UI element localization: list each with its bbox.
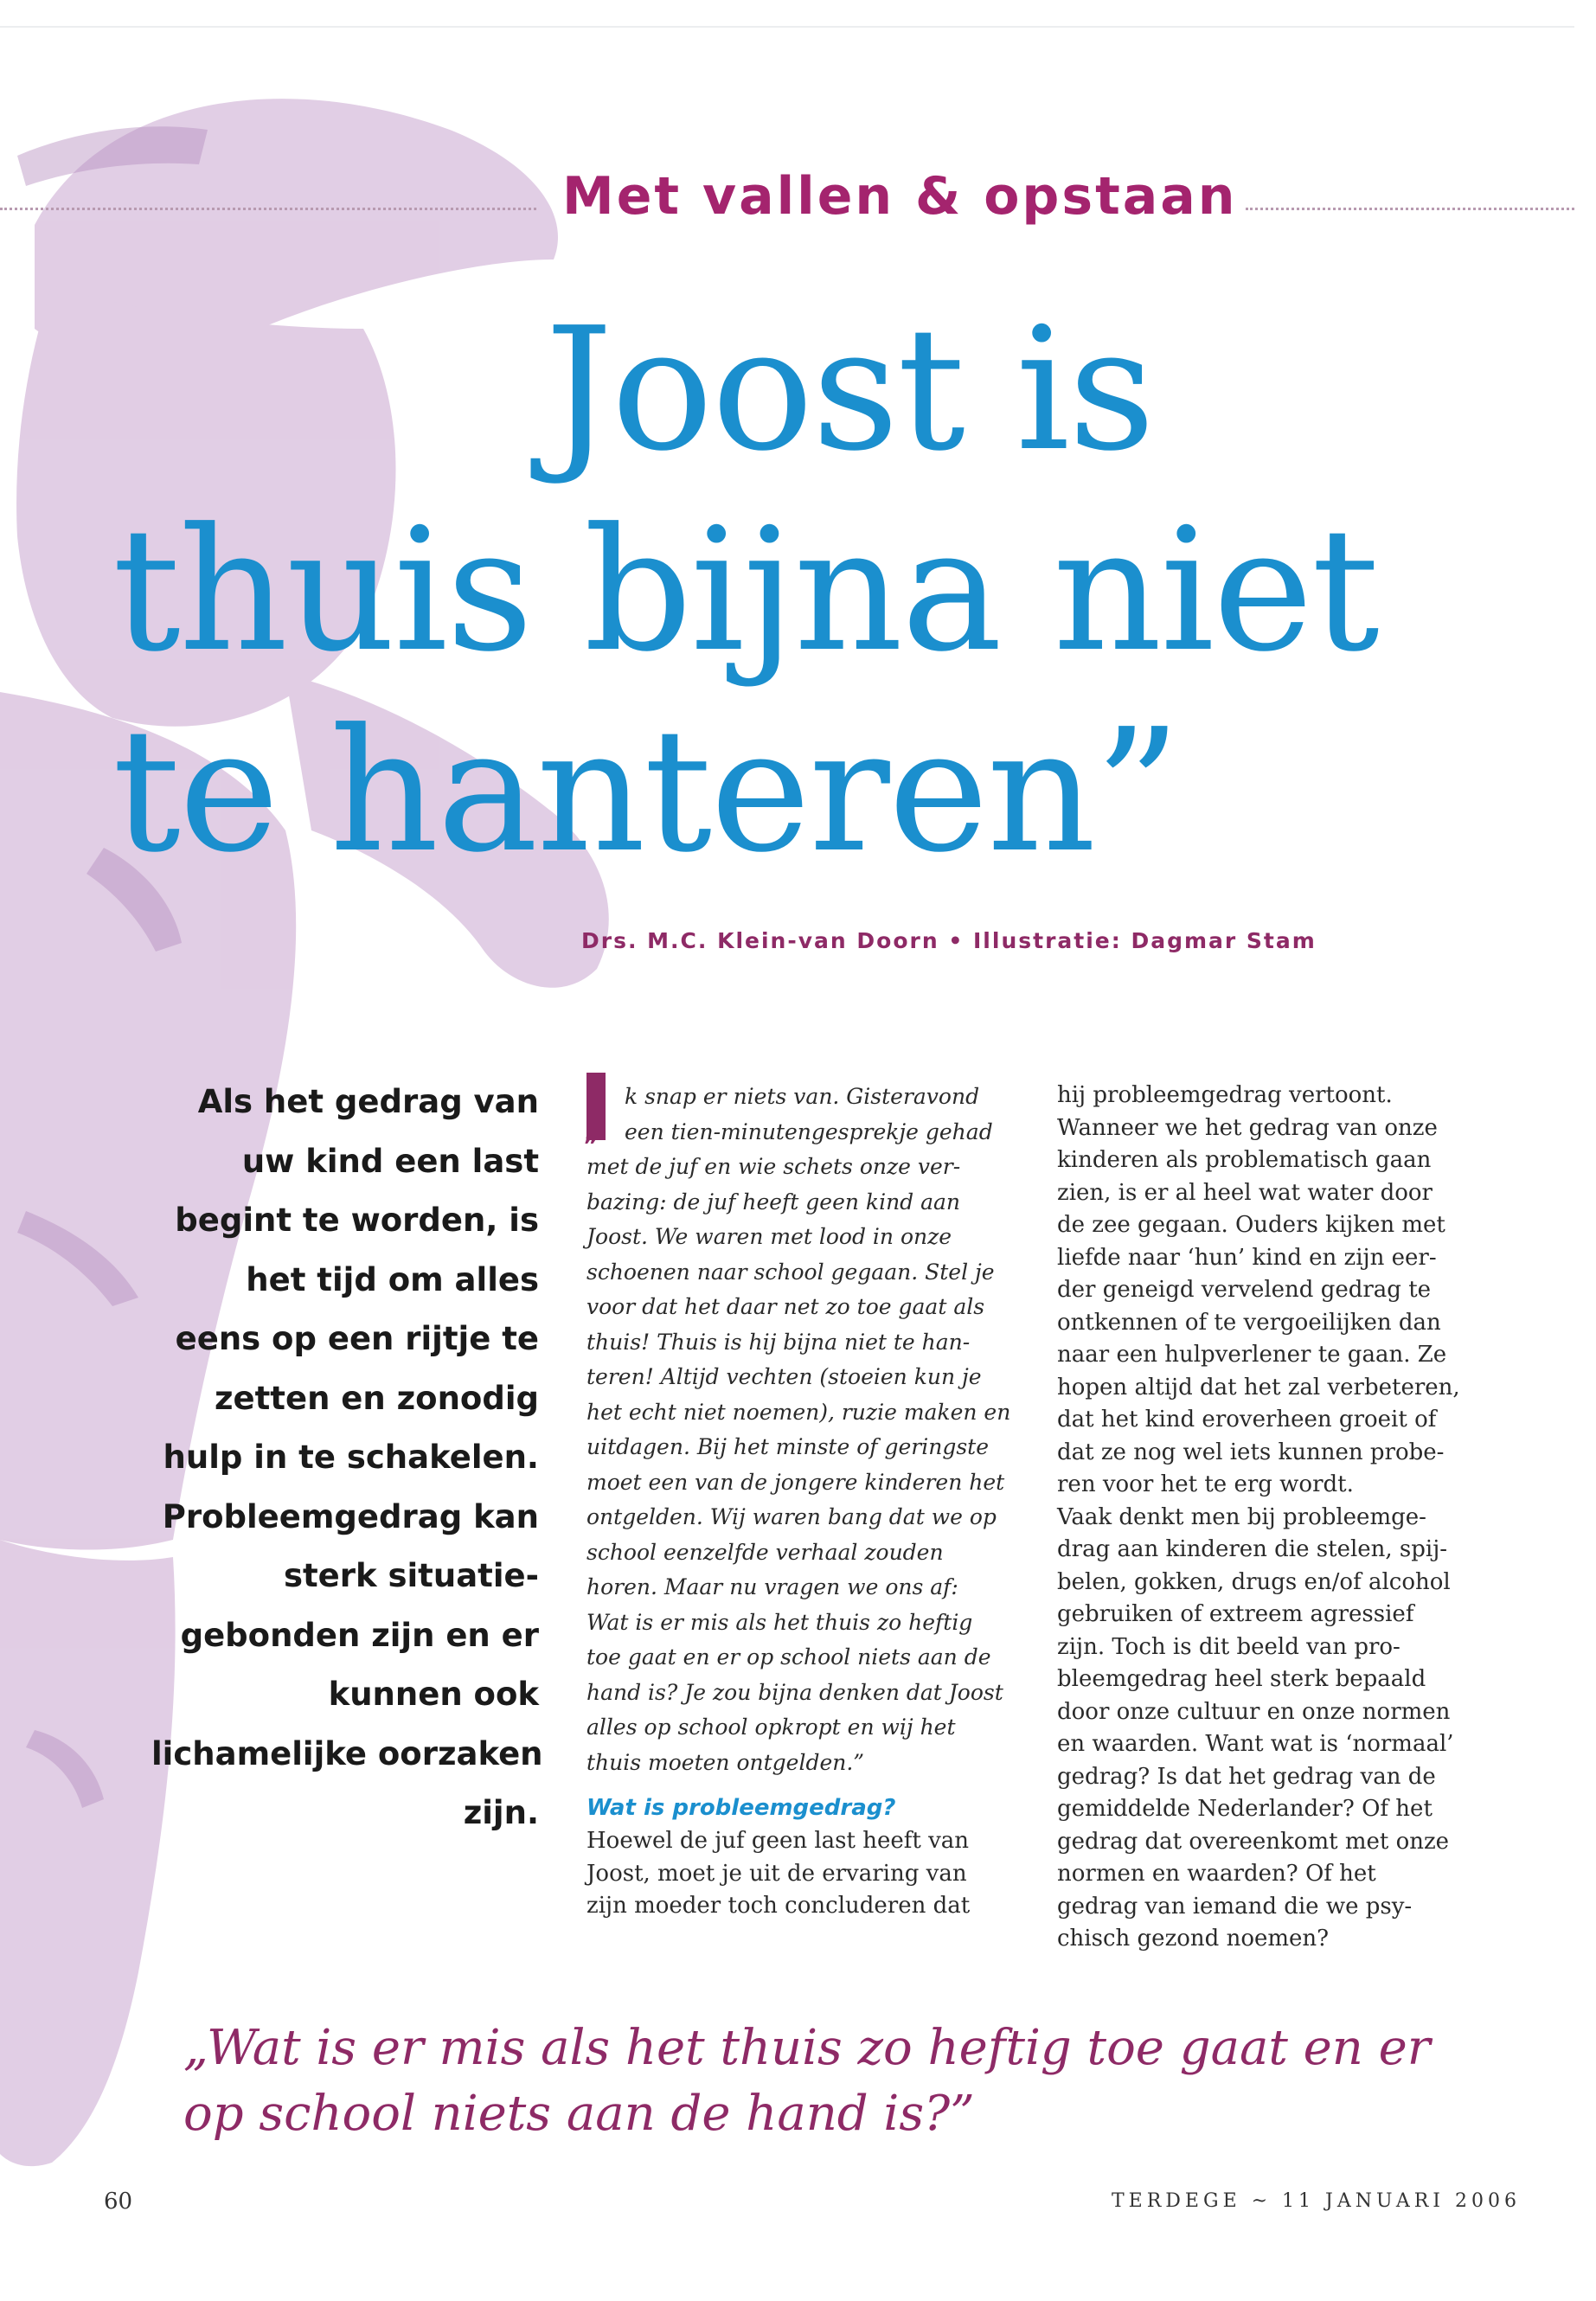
body-line: ren voor het te erg wordt. [1057, 1471, 1354, 1497]
headline [112, 290, 1583, 892]
article-column-2 [1057, 1080, 1507, 1956]
quote-line: het echt niet noemen), ruzie maken en [586, 1399, 1011, 1425]
quote-line: voor dat het daar net zo toe gaat als [586, 1294, 985, 1319]
pull-quote-line-1: „Wat is er mis als het thuis zo heftig toe gaat en er [183, 2020, 1431, 2076]
subheading: Wat is probleemgedrag? [586, 1795, 896, 1821]
pull-quote [183, 2016, 1481, 2147]
body-line: de zee gegaan. Ouders kijken met [1057, 1212, 1445, 1238]
intro-lead [151, 1073, 543, 1843]
intro-line: uw kind een last [241, 1142, 539, 1180]
article-column-1 [583, 1080, 1019, 1923]
quote-line: ontgelden. Wij waren bang dat we op [586, 1504, 997, 1529]
quote-line: Wat is er mis als het thuis zo heftig [586, 1609, 973, 1635]
quote-line: thuis! Thuis is hij bijna niet te han- [586, 1329, 971, 1355]
body-line: gedrag dat overeenkomt met onze [1057, 1828, 1450, 1855]
intro-line: kunnen ook [328, 1676, 539, 1713]
quote-line: uitdagen. Bij het minste of geringste [586, 1434, 989, 1459]
quote-line: toe gaat en er op school niets aan de [586, 1644, 991, 1670]
intro-line: zetten en zonodig [214, 1379, 539, 1417]
body-line: zien, is er al heel wat water door [1057, 1179, 1433, 1206]
publication-footer: TERDEGE ~ 11 JANUARI 2006 [1112, 2190, 1521, 2212]
body-line: hij probleemgedrag vertoont. [1057, 1082, 1393, 1108]
body-line: door onze cultuur en onze normen [1057, 1698, 1451, 1725]
pull-quote-line-2: op school niets aan de hand is?” [183, 2086, 975, 2142]
body-line: drag aan kinderen die stelen, spij- [1057, 1536, 1448, 1562]
opening-quote [586, 1080, 1019, 1780]
dotted-rule-left [0, 208, 536, 210]
body-line: normen en waarden? Of het [1057, 1861, 1376, 1887]
body-line: zijn. Toch is dit beeld van pro- [1057, 1633, 1401, 1660]
intro-line: het tijd om alles [246, 1260, 539, 1298]
intro-line: eens op een rijtje te [175, 1320, 539, 1357]
quote-line: schoenen naar school gegaan. Stel je [586, 1259, 995, 1285]
intro-line: begint te worden, is [175, 1202, 539, 1239]
drop-cap-quote-mark: ” [583, 1133, 599, 1159]
quote-line: alles op school opkropt en wij het [586, 1715, 956, 1740]
dotted-rule-right [1246, 208, 1574, 210]
body-line: kinderen als problematisch gaan [1057, 1147, 1432, 1173]
body-line: Wanneer we het gedrag van onze [1057, 1114, 1438, 1141]
intro-line: zijn. [463, 1794, 539, 1831]
quote-line: thuis moeten ontgelden.” [586, 1749, 865, 1775]
body-line: dat het kind eroverheen groeit of [1057, 1407, 1437, 1433]
quote-line: moet een van de jongere kinderen het [586, 1469, 1005, 1495]
intro-line: lichamelijke oorzaken [151, 1734, 543, 1772]
body-line: hopen altijd dat het zal verbeteren, [1057, 1374, 1460, 1400]
quote-line: Joost. We waren met lood in onze [586, 1224, 952, 1249]
quote-line: k snap er niets van. Gisteravond [625, 1084, 980, 1109]
quote-line: met de juf en wie schets onze ver- [586, 1154, 961, 1179]
body-line: liefde naar ‘hun’ kind en zijn eer- [1057, 1244, 1437, 1271]
quote-line: horen. Maar nu vragen we ons af: [586, 1574, 958, 1599]
headline-line-2: thuis bijna niet [112, 492, 1378, 689]
intro-line: Als het gedrag van [197, 1083, 539, 1120]
body-line: gedrag van iemand die we psy- [1057, 1893, 1413, 1920]
headline-line-3: te hanteren” [112, 693, 1180, 890]
byline: Drs. M.C. Klein-van Doorn • Illustratie: Dagmar Stam [581, 928, 1317, 953]
quote-line: een tien-minutengesprekje gehad [625, 1118, 993, 1144]
body-line: Vaak denkt men bij probleemge- [1057, 1503, 1426, 1530]
quote-line: teren! Altijd vechten (stoeien kun je [586, 1364, 982, 1389]
body-line: belen, gokken, drugs en/of alcohol [1057, 1568, 1451, 1595]
body-text [586, 1825, 1019, 1923]
body-line: zijn moeder toch concluderen dat [586, 1893, 971, 1919]
body-line: gemiddelde Nederlander? Of het [1057, 1796, 1433, 1822]
body-line: chisch gezond noemen? [1057, 1926, 1330, 1952]
quote-line: bazing: de juf heeft geen kind aan [586, 1189, 961, 1215]
headline-line-1: Joost is [545, 292, 1154, 489]
top-rule [0, 26, 1574, 28]
body-line: der geneigd vervelend gedrag te [1057, 1277, 1432, 1303]
body-line: Joost, moet je uit de ervaring van [586, 1860, 967, 1887]
body-line: gebruiken of extreem agressief [1057, 1601, 1414, 1627]
body-line: gedrag? Is dat het gedrag van de [1057, 1763, 1436, 1790]
page-number: 60 [104, 2189, 133, 2214]
body-line: naar een hulpverlener te gaan. Ze [1057, 1342, 1447, 1368]
intro-line: gebonden zijn en er [180, 1616, 539, 1654]
body-line: bleemgedrag heel sterk bepaald [1057, 1666, 1426, 1692]
quote-line: hand is? Je zou bijna denken dat Joost [586, 1679, 1003, 1705]
body-line: dat ze nog wel iets kunnen probe- [1057, 1439, 1445, 1465]
drop-cap-bar [586, 1073, 606, 1140]
quote-line: school eenzelfde verhaal zouden [586, 1539, 944, 1565]
intro-line: Probleemgedrag kan [162, 1497, 539, 1535]
intro-line: hulp in te schakelen. [163, 1439, 539, 1476]
body-line: en waarden. Want wat is ‘normaal’ [1057, 1731, 1454, 1757]
body-line: Hoewel de juf geen last heeft van [586, 1828, 970, 1854]
section-header [0, 166, 1596, 235]
intro-line: sterk situatie- [283, 1557, 539, 1594]
section-title: Met vallen & opstaan [562, 166, 1238, 227]
body-line: ontkennen of te vergoeilijken dan [1057, 1309, 1441, 1336]
